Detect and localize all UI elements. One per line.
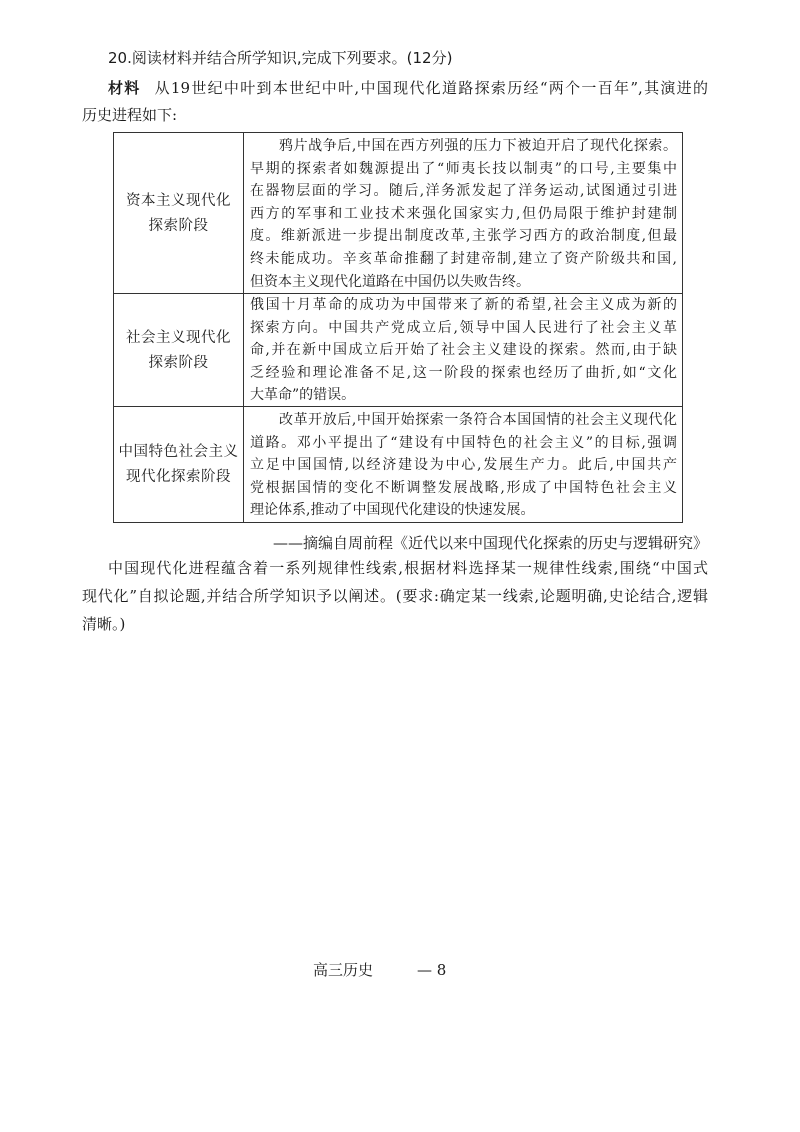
- description-cell: [244, 294, 682, 407]
- stage-cell: [114, 294, 244, 407]
- stage-label-line: 探索阶段: [148, 354, 209, 371]
- stage-label-line: 探索阶段: [148, 217, 209, 234]
- description-line: 立足中国国情,以经济建设为中心,发展生产力。此后,中国共产: [250, 457, 677, 474]
- description-line: 党根据国情的变化不断调整发展战略,形成了中国特色社会主义: [250, 479, 677, 496]
- material-intro-line-1: [108, 78, 708, 98]
- description-line: 改革开放后,中国开始探索一条符合本国国情的社会主义现代化: [279, 412, 677, 428]
- description-line: 度。维新派进一步提出制度改革,主张学习西方的政治制度,但最: [250, 228, 677, 245]
- description-line: 但资本主义现代化道路在中国仍以失败告终。: [250, 273, 530, 290]
- footer-page-number: — 8: [417, 961, 447, 979]
- description-line: 道路。邓小平提出了“建设有中国特色的社会主义”的目标,强调: [250, 434, 677, 451]
- description-line: 乏经验和理论准备不足,这一阶段的探索也经历了曲折,如“文化: [250, 364, 677, 381]
- description-line: 鸦片战争后,中国在西方列强的压力下被迫开启了现代化探索。: [279, 138, 677, 154]
- description-line: 探索方向。中国共产党成立后,领导中国人民进行了社会主义革: [250, 319, 677, 336]
- stage-label-line: 现代化探索阶段: [126, 468, 231, 485]
- stage-cell: [114, 407, 244, 522]
- footer-subject: 高三历史: [313, 961, 374, 979]
- description-line: 在器物层面的学习。随后,洋务派发起了洋务运动,试图通过引进: [250, 183, 677, 200]
- question-number: 20.: [108, 49, 132, 67]
- table-row-chinese-characteristics-stage: [114, 406, 682, 522]
- task-line-1: 中国现代化进程蕴含着一系列规律性线索,根据材料选择某一规律性线索,围绕“中国式: [108, 559, 708, 577]
- material-intro-line-2: 历史进程如下:: [82, 106, 178, 124]
- source-citation: ——摘编自周前程《近代以来中国现代化探索的历史与逻辑研究》: [272, 534, 708, 552]
- stage-label-line: 社会主义现代化: [126, 329, 231, 346]
- history-stages-table: [113, 132, 683, 523]
- question-heading: [108, 48, 708, 68]
- stage-label-line: 中国特色社会主义: [118, 443, 239, 460]
- description-line: 理论体系,推动了中国现代化建设的快速发展。: [250, 502, 535, 519]
- description-line: 俄国十月革命的成功为中国带来了新的希望,社会主义成为新的: [250, 297, 677, 313]
- description-line: 早期的探索者如魏源提出了“师夷长技以制夷”的口号,主要集中: [250, 160, 677, 177]
- material-intro-text-1: 从19世纪中叶到本世纪中叶,中国现代化道路探索历经“两个一百年”,其演进的: [154, 79, 708, 97]
- question-prompt: 阅读材料并结合所学知识,完成下列要求。(12分): [131, 49, 453, 67]
- description-line: 西方的军事和工业技术来强化国家实力,但仍局限于维护封建制: [250, 205, 677, 222]
- table-row-capitalist-stage: [114, 133, 682, 294]
- description-line: 大革命”的错误。: [250, 387, 356, 404]
- description-line: 终未能成功。辛亥革命推翻了封建帝制,建立了资产阶级共和国,: [250, 250, 677, 267]
- stage-cell: [114, 133, 244, 294]
- table-row-socialist-stage: [114, 293, 682, 407]
- description-cell: [244, 133, 682, 294]
- stage-label-line: 资本主义现代化: [126, 192, 231, 209]
- description-cell: [244, 407, 682, 522]
- task-line-3: 清晰。): [82, 615, 126, 633]
- material-label: 材料: [108, 79, 141, 97]
- description-line: 命,并在新中国成立后开始了社会主义建设的探索。然而,由于缺: [250, 342, 677, 359]
- task-line-2: 现代化”自拟论题,并结合所学知识予以阐述。(要求:确定某一线索,论题明确,史论结合,逻辑: [82, 587, 708, 605]
